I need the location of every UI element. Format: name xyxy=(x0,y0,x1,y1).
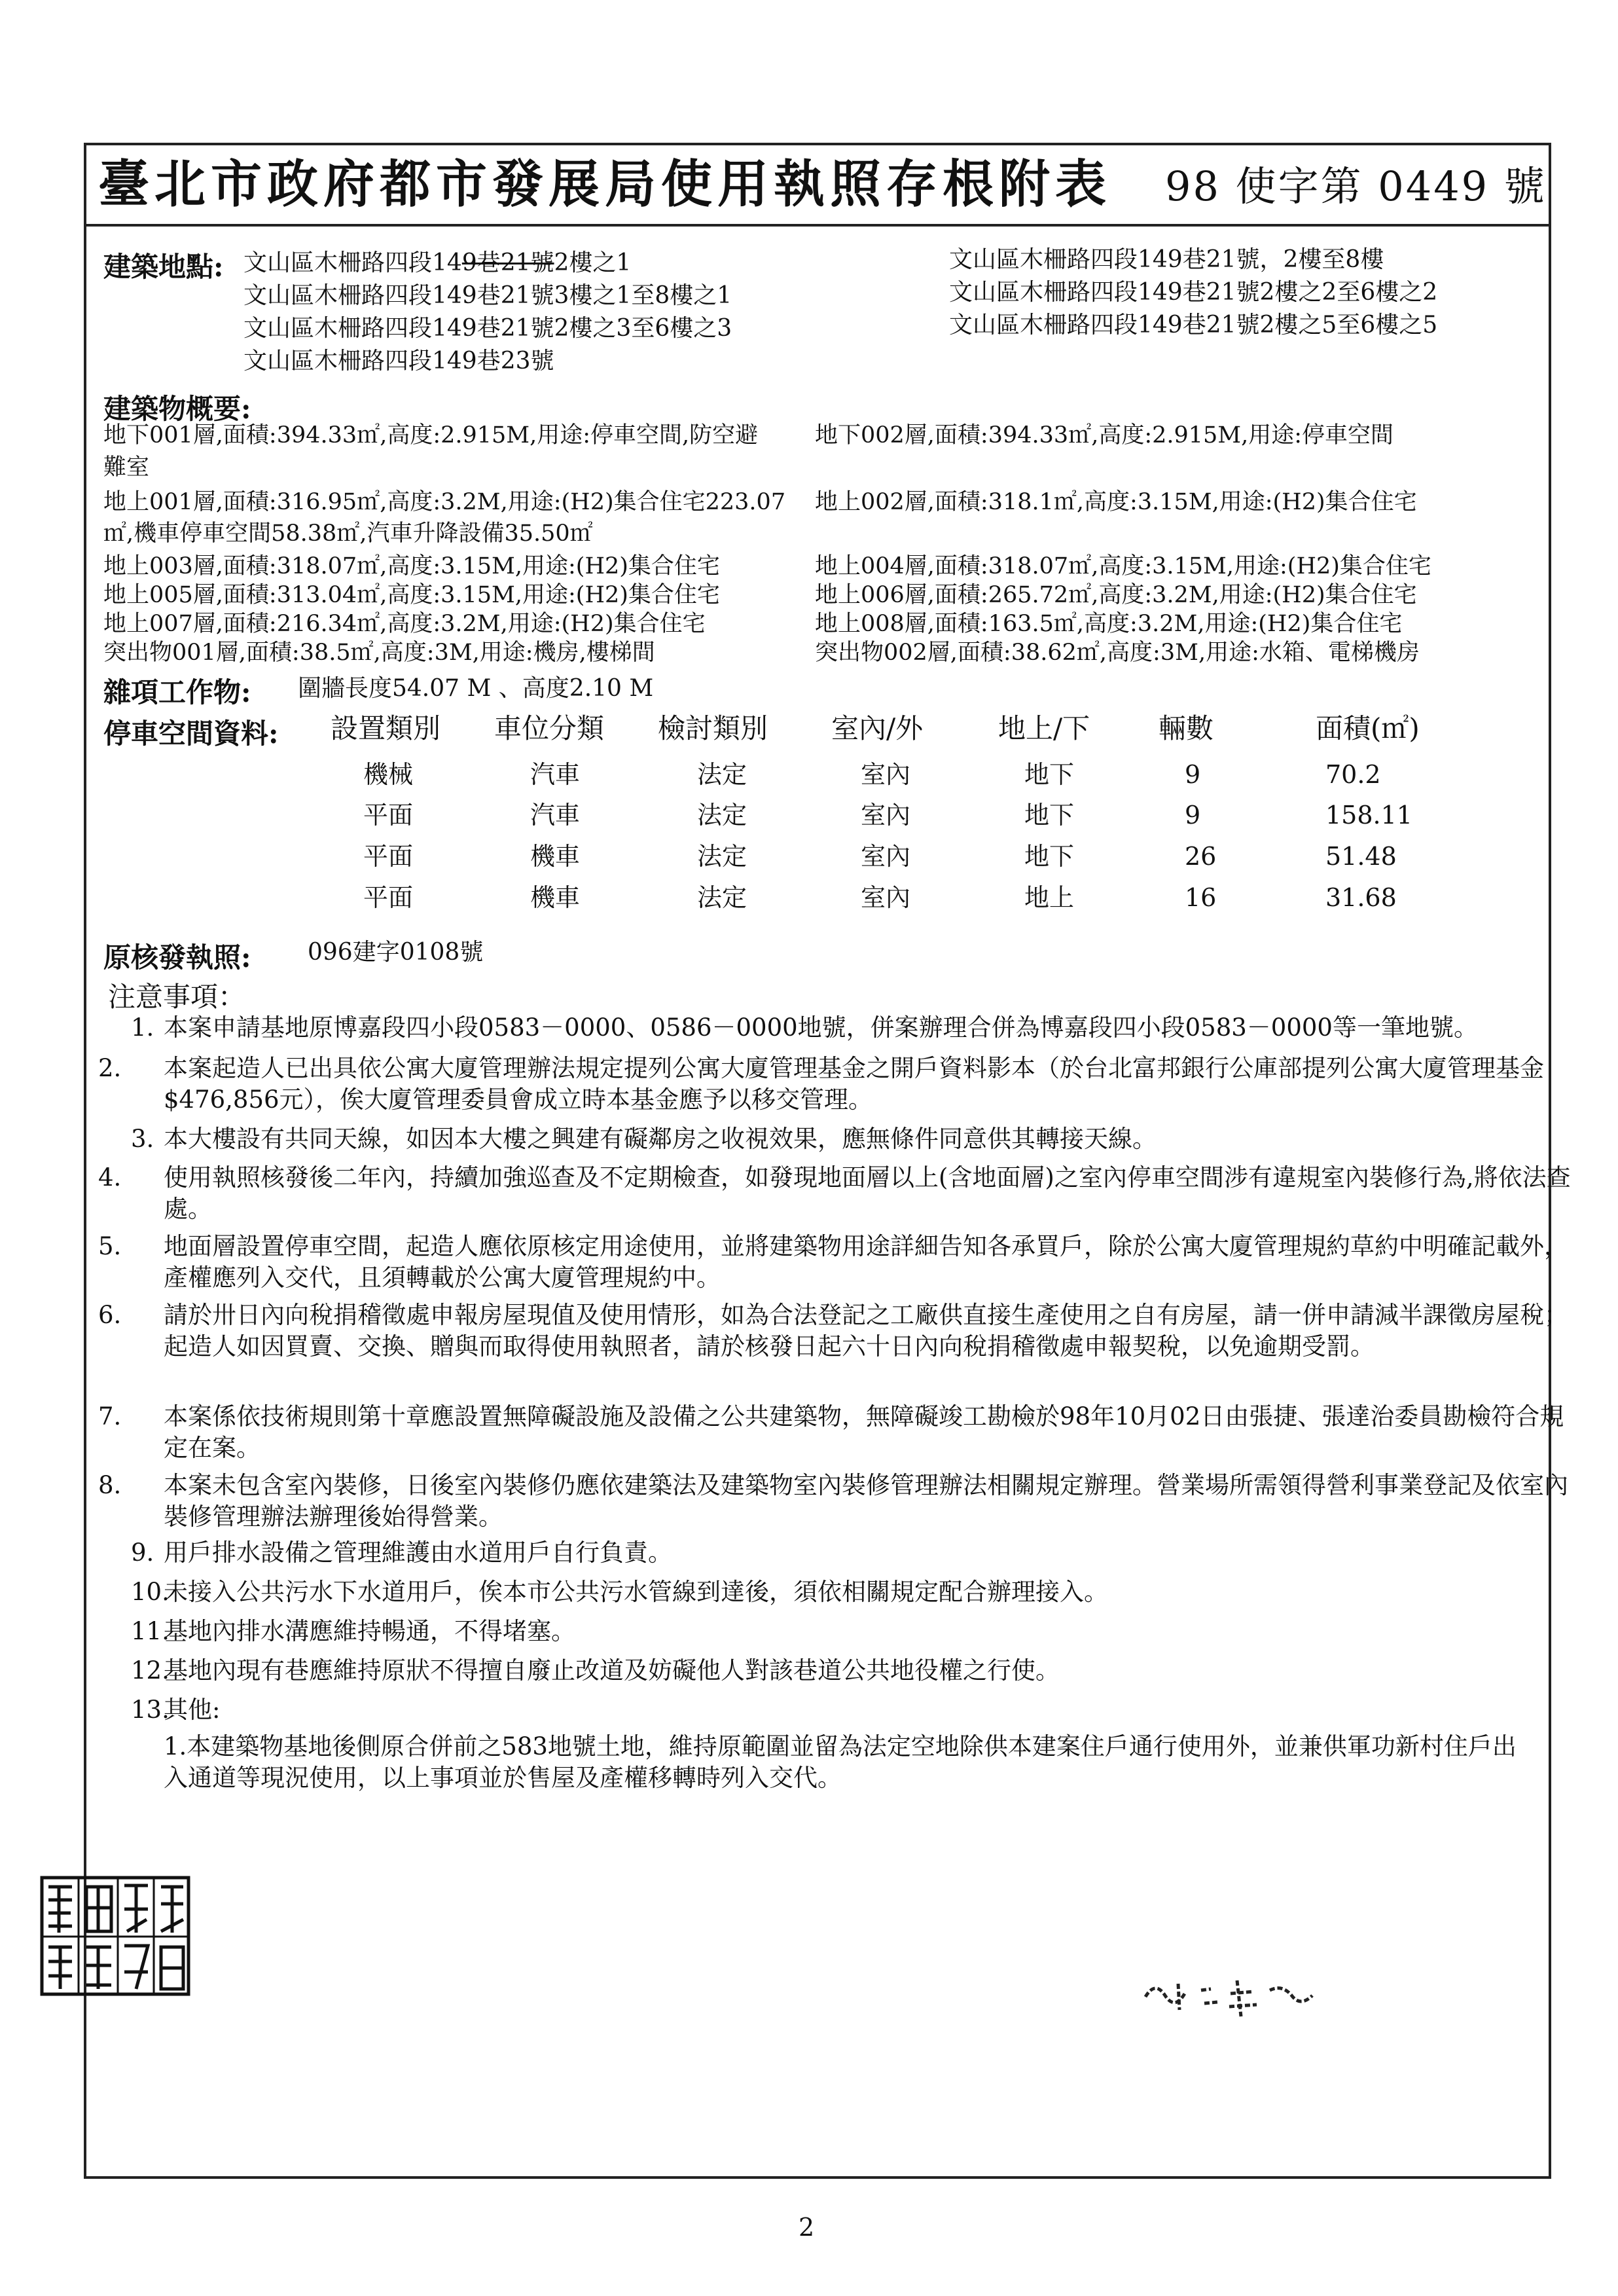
parking-cell: 平面 xyxy=(363,801,414,829)
overview-row-left: 地上005層,面積:313.04㎡,高度:3.15M,用途:(H2)集合住宅 xyxy=(103,582,720,608)
note-item xyxy=(131,1616,1538,1647)
note-item xyxy=(98,1300,1571,1362)
address-line: 文山區木柵路四段149巷21號2樓之3至6樓之3 xyxy=(243,315,732,342)
note-text: 本案未包含室內裝修，日後室內裝修仍應依建築法及建築物室內裝修管理辦法相關規定辦理。營業場所需領得營利事業登記及依室內裝修管理辦法辦理後始得營業。 xyxy=(164,1471,1568,1531)
note-item xyxy=(131,1694,1538,1726)
parking-cell: 16 xyxy=(1185,883,1217,912)
note-text: 基地內現有巷應維持原狀不得擅自廢止改道及妨礙他人對該巷道公共地役權之行使。 xyxy=(164,1656,1060,1685)
parking-cell: 9 xyxy=(1185,760,1201,789)
note-text: 本案申請基地原博嘉段四小段0583－0000、0586－0000地號，併案辦理合併為博嘉段四小段0583－0000等一筆地號。 xyxy=(164,1013,1478,1042)
parking-cell: 9 xyxy=(1185,801,1201,829)
note-number: 13. xyxy=(131,1696,170,1724)
note-number: 3. xyxy=(131,1125,154,1153)
parking-cell: 法定 xyxy=(697,842,747,871)
parking-header: 檢討類別 xyxy=(658,712,768,744)
note-text: 本案係依技術規則第十章應設置無障礙設施及設備之公共建築物，無障礙竣工勘檢於98年10月02日由張捷、張達治委員勘檢符合規定在案。 xyxy=(164,1402,1564,1462)
parking-header: 地上/下 xyxy=(998,712,1090,744)
parking-cell: 機車 xyxy=(530,883,581,912)
parking-cell: 室內 xyxy=(861,883,911,912)
parking-cell: 31.68 xyxy=(1325,883,1397,912)
document-number: 98 使字第 0449 號 xyxy=(1165,162,1547,210)
overview-row-right: 地上002層,面積:318.1㎡,高度:3.15M,用途:(H2)集合住宅 xyxy=(815,489,1417,515)
parking-cell: 26 xyxy=(1185,842,1217,871)
overview-row-right: 地下002層,面積:394.33㎡,高度:2.915M,用途:停車空間 xyxy=(815,422,1394,448)
notes-label: 注意事項： xyxy=(108,981,246,1013)
note-text: 用戶排水設備之管理維護由水道用戶自行負責。 xyxy=(164,1539,672,1567)
note-sub-item: 1.本建築物基地後側原合併前之583地號土地，維持原範圍並留為法定空地除供本建案住戶通行使用外，並兼供軍功新村住戶出入通道等現況使用，以上事項並於售屋及產權移轉時列入交代。 xyxy=(164,1732,1517,1792)
note-number: 2. xyxy=(98,1054,122,1082)
note-text: 本案起造人已出具依公寓大廈管理辦法規定提列公寓大廈管理基金之開戶資料影本（於台北富邦銀行公庫部提列公寓大廈管理基金$476,856元），俟大廈管理委員會成立時本基金應予以移交管理。 xyxy=(164,1054,1544,1114)
overview-row-left: 突出物001層,面積:38.5㎡,高度:3M,用途:機房,樓梯間 xyxy=(103,640,655,666)
overview-row-left: 地上003層,面積:318.07㎡,高度:3.15M,用途:(H2)集合住宅 xyxy=(103,553,720,579)
parking-cell: 平面 xyxy=(363,883,414,912)
parking-cell: 室內 xyxy=(861,760,911,789)
misc-label: 雜項工作物: xyxy=(103,676,251,708)
note-number: 7. xyxy=(98,1402,122,1430)
overview-row-right: 地上008層,面積:163.5㎡,高度:3.2M,用途:(H2)集合住宅 xyxy=(815,611,1403,637)
note-text: 未接入公共污水下水道用戶，俟本市公共污水管線到達後，須依相關規定配合辦理接入。 xyxy=(164,1578,1108,1606)
parking-cell: 70.2 xyxy=(1325,760,1381,789)
parking-header: 室內/外 xyxy=(831,712,924,744)
signature-mark xyxy=(1139,1971,1329,2023)
note-item xyxy=(98,1053,1571,1116)
note-text: 請於卅日內向稅捐稽徵處申報房屋現值及使用情形，如為合法登記之工廠供直接生產使用之自有房屋，請一併申請減半課徵房屋稅；起造人如因買賣、交換、贈與而取得使用執照者，請於核發日起六十日內向稅捐稽徵處申報契稅，以免逾期受罰。 xyxy=(164,1301,1568,1360)
parking-label: 停車空間資料: xyxy=(103,718,279,750)
note-number: 9. xyxy=(131,1539,154,1567)
parking-cell: 室內 xyxy=(861,842,911,871)
note-item xyxy=(131,1123,1538,1155)
address-label: 建築地點: xyxy=(103,251,224,283)
address-line-1 xyxy=(243,249,631,278)
note-text: 使用執照核發後二年內，持續加強巡查及不定期檢查，如發現地面層以上(含地面層)之室內停車空間涉有違規室內裝修行為,將依法查處。 xyxy=(164,1163,1571,1223)
page-number: 2 xyxy=(799,2213,815,2242)
parking-cell: 158.11 xyxy=(1325,801,1412,829)
address-line: 文山區木柵路四段149巷23號 xyxy=(243,348,554,374)
address-line-right: 文山區木柵路四段149巷21號，2樓至8樓 xyxy=(949,246,1384,273)
overview-row-right: 地上004層,面積:318.07㎡,高度:3.15M,用途:(H2)集合住宅 xyxy=(815,553,1431,579)
overview-row-left: 難室 xyxy=(103,454,150,481)
overview-row-left: 地下001層,面積:394.33㎡,高度:2.915M,用途:停車空間,防空避 xyxy=(103,422,759,448)
address-line: 文山區木柵路四段149巷21號3樓之1至8樓之1 xyxy=(243,282,732,309)
note-item xyxy=(131,1012,1538,1044)
note-text: 本大樓設有共同天線，如因本大樓之興建有礙鄰房之收視效果，應無條件同意供其轉接天線。 xyxy=(164,1125,1157,1153)
document-title: 臺北市政府都市發展局使用執照存根附表 xyxy=(98,155,1112,214)
parking-header: 面積(㎡) xyxy=(1316,712,1420,744)
overview-row-right: 地上006層,面積:265.72㎡,高度:3.2M,用途:(H2)集合住宅 xyxy=(815,582,1417,608)
parking-cell: 法定 xyxy=(697,760,747,789)
original-permit-value: 096建字0108號 xyxy=(308,939,484,966)
note-number: 11. xyxy=(131,1617,170,1645)
parking-cell: 汽車 xyxy=(530,801,581,829)
note-text: 其他: xyxy=(164,1696,221,1724)
header-divider xyxy=(84,224,1551,227)
overview-row-left: 地上007層,面積:216.34㎡,高度:3.2M,用途:(H2)集合住宅 xyxy=(103,611,706,637)
address-line-right: 文山區木柵路四段149巷21號2樓之2至6樓之2 xyxy=(949,279,1438,306)
overview-row-left: ㎡,機車停車空間58.38㎡,汽車升降設備35.50㎡ xyxy=(103,520,593,547)
note-number: 5. xyxy=(98,1232,122,1260)
note-number: 1. xyxy=(131,1013,154,1042)
misc-text: 圍牆長度54.07 M 、高度2.10 M xyxy=(298,675,654,702)
note-item xyxy=(131,1655,1538,1686)
address-line-right: 文山區木柵路四段149巷21號2樓之5至6樓之5 xyxy=(949,312,1438,338)
address-line-1-struck: 9巷21號 xyxy=(461,249,554,276)
parking-header: 車位分類 xyxy=(494,712,605,744)
note-number: 8. xyxy=(98,1471,122,1499)
parking-cell: 機車 xyxy=(530,842,581,871)
note-item xyxy=(98,1231,1571,1294)
overview-label: 建築物概要: xyxy=(103,393,251,425)
parking-cell: 地上 xyxy=(1024,883,1075,912)
parking-cell: 51.48 xyxy=(1325,842,1397,871)
note-number: 4. xyxy=(98,1163,122,1192)
parking-cell: 地下 xyxy=(1024,801,1075,829)
parking-cell: 法定 xyxy=(697,801,747,829)
note-item xyxy=(98,1470,1571,1533)
note-item xyxy=(131,1537,1538,1569)
original-permit-label: 原核發執照: xyxy=(103,941,251,974)
address-line-1-suffix: 2樓之1 xyxy=(554,249,632,276)
note-text: 基地內排水溝應維持暢通，不得堵塞。 xyxy=(164,1617,575,1645)
overview-row-left: 地上001層,面積:316.95㎡,高度:3.2M,用途:(H2)集合住宅223.07 xyxy=(103,489,786,515)
note-item xyxy=(98,1401,1571,1464)
note-number: 10. xyxy=(131,1578,170,1606)
note-number: 6. xyxy=(98,1301,122,1329)
note-item xyxy=(98,1162,1571,1225)
parking-cell: 汽車 xyxy=(530,760,581,789)
overview-row-right: 突出物002層,面積:38.62㎡,高度:3M,用途:水箱、電梯機房 xyxy=(815,640,1420,666)
note-item xyxy=(131,1576,1538,1608)
parking-cell: 平面 xyxy=(363,842,414,871)
official-seal xyxy=(39,1874,191,1998)
parking-header: 設置類別 xyxy=(331,712,441,744)
note-text: 地面層設置停車空間，起造人應依原核定用途使用，並將建築物用途詳細告知各承買戶，除於公寓大廈管理規約草約中明確記載外，產權應列入交代，且須轉載於公寓大廈管理規約中。 xyxy=(164,1232,1568,1292)
parking-header: 輛數 xyxy=(1159,712,1214,744)
parking-cell: 室內 xyxy=(861,801,911,829)
parking-cell: 地下 xyxy=(1024,842,1075,871)
note-number: 12. xyxy=(131,1656,170,1685)
parking-cell: 法定 xyxy=(697,883,747,912)
address-line-1-prefix: 文山區木柵路四段14 xyxy=(243,249,462,276)
parking-cell: 機械 xyxy=(363,760,414,789)
parking-cell: 地下 xyxy=(1024,760,1075,789)
